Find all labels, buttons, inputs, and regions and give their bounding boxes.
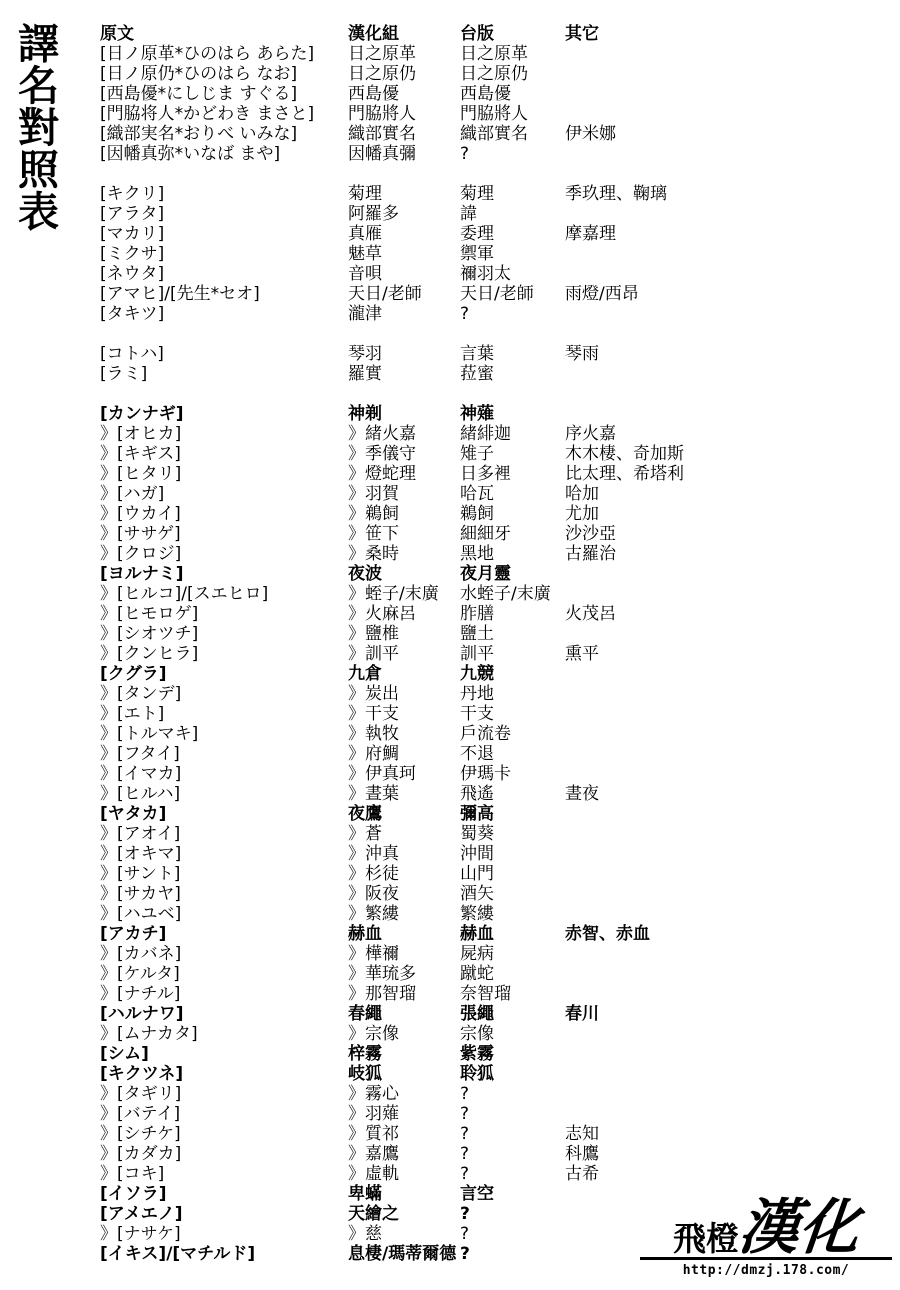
table-header-row: [100, 24, 890, 44]
cell-taiwan-edition: 張繩: [460, 1004, 494, 1024]
cell-taiwan-edition: ?: [460, 1124, 470, 1144]
cell-other: [565, 64, 890, 84]
cell-other: [565, 1044, 890, 1064]
cell-original: 》[ヒモロゲ]: [100, 604, 199, 624]
cell-other: 木木棲、奇加斯: [565, 444, 684, 464]
table-row: [100, 64, 890, 84]
cell-taiwan-edition: 不退: [460, 744, 494, 764]
table-row: [100, 204, 890, 224]
cell-original: 》[ハガ]: [100, 484, 165, 504]
table-row: [100, 284, 890, 304]
table-row: [100, 1084, 890, 1104]
cell-taiwan-edition: 山門: [460, 864, 494, 884]
cell-taiwan-edition: 胙膳: [460, 604, 494, 624]
cell-original: 》[シチケ]: [100, 1124, 181, 1144]
column-header-original: 原文: [100, 24, 134, 44]
cell-taiwan-edition: ?: [460, 1244, 470, 1264]
cell-other: [565, 1024, 890, 1044]
cell-original: 》[ナサケ]: [100, 1224, 181, 1244]
cell-other: [565, 664, 890, 684]
cell-taiwan-edition: 哈瓦: [460, 484, 494, 504]
logo-main-text: 漢化: [735, 1193, 863, 1263]
cell-other: [565, 704, 890, 724]
cell-original: 》[ヒルハ]: [100, 784, 181, 804]
column-header-taiwan-edition: 台版: [460, 24, 494, 44]
cell-original: 》[ヒタリ]: [100, 464, 182, 484]
cell-scanlation-group: 》桑時: [348, 544, 399, 564]
cell-other: [565, 44, 890, 64]
cell-other: 赤智、赤血: [565, 924, 650, 944]
cell-other: 雨燈/西昂: [565, 284, 639, 304]
cell-original: 》[ササゲ]: [100, 524, 181, 544]
cell-scanlation-group: 》緒火嘉: [348, 424, 416, 444]
cell-original: [ネウタ]: [100, 264, 165, 284]
cell-original: [キクツネ]: [100, 1064, 184, 1084]
cell-scanlation-group: 》虛軌: [348, 1164, 399, 1184]
cell-original: [日ノ原仍*ひのはら なお]: [100, 64, 298, 84]
cell-original: [アラタ]: [100, 204, 165, 224]
cell-taiwan-edition: 西島優: [460, 84, 511, 104]
column-header-other: 其它: [565, 24, 599, 44]
cell-taiwan-edition: 委理: [460, 224, 494, 244]
cell-other: [565, 864, 890, 884]
table-row: [100, 484, 890, 504]
cell-taiwan-edition: 禰羽太: [460, 264, 511, 284]
scanlation-group-logo: [640, 1193, 892, 1278]
cell-taiwan-edition: 繁縷: [460, 904, 494, 924]
cell-other: 比太理、希塔利: [565, 464, 684, 484]
cell-other: [565, 304, 890, 324]
cell-other: 晝夜: [565, 784, 599, 804]
cell-scanlation-group: 西島優: [348, 84, 399, 104]
logo-wordmark: [640, 1193, 892, 1263]
table-row: [100, 1004, 890, 1024]
cell-taiwan-edition: 菊理: [460, 184, 494, 204]
cell-original: 》[タギリ]: [100, 1084, 182, 1104]
table-row: [100, 144, 890, 164]
table-row: [100, 304, 890, 324]
cell-scanlation-group: 》繁縷: [348, 904, 399, 924]
cell-original: [ヤタカ]: [100, 804, 167, 824]
cell-taiwan-edition: 夜月靈: [460, 564, 511, 584]
cell-scanlation-group: 》羽賀: [348, 484, 399, 504]
cell-original: 》[キギス]: [100, 444, 181, 464]
cell-original: 》[エト]: [100, 704, 165, 724]
cell-other: 摩嘉理: [565, 224, 616, 244]
cell-taiwan-edition: 蜀葵: [460, 824, 494, 844]
table-row: [100, 564, 890, 584]
table-row: [100, 804, 890, 824]
table-row: [100, 604, 890, 624]
cell-original: [西島優*にしじま すぐる]: [100, 84, 298, 104]
cell-original: [アマヒ]/[先生*セオ]: [100, 284, 260, 304]
cell-scanlation-group: 》伊真珂: [348, 764, 416, 784]
cell-scanlation-group: 》火麻呂: [348, 604, 416, 624]
cell-scanlation-group: 》笹下: [348, 524, 399, 544]
cell-taiwan-edition: 日多裡: [460, 464, 511, 484]
cell-scanlation-group: 》府鯛: [348, 744, 399, 764]
table-row: [100, 1024, 890, 1044]
table-body: [100, 44, 890, 1264]
cell-scanlation-group: 》季儀守: [348, 444, 416, 464]
cell-original: 》[ムナカタ]: [100, 1024, 198, 1044]
cell-original: [ラミ]: [100, 364, 148, 384]
cell-scanlation-group: 音唄: [348, 264, 382, 284]
cell-scanlation-group: 夜波: [348, 564, 382, 584]
cell-scanlation-group: 》霧心: [348, 1084, 399, 1104]
table-row: [100, 744, 890, 764]
cell-scanlation-group: 九倉: [348, 664, 382, 684]
cell-scanlation-group: 瀧津: [348, 304, 382, 324]
cell-original: [日ノ原革*ひのはら あらた]: [100, 44, 315, 64]
cell-original: 》[アオイ]: [100, 824, 181, 844]
table-row: [100, 784, 890, 804]
cell-taiwan-edition: 鵜飼: [460, 504, 494, 524]
column-header-scanlation-group: 漢化組: [348, 24, 399, 44]
cell-taiwan-edition: ?: [460, 1164, 470, 1184]
cell-other: [565, 264, 890, 284]
cell-original: 》[クンヒラ]: [100, 644, 199, 664]
table-section: [100, 184, 890, 324]
table-row: [100, 344, 890, 364]
cell-scanlation-group: 》嘉鷹: [348, 1144, 399, 1164]
cell-scanlation-group: 》質祁: [348, 1124, 399, 1144]
table-row: [100, 1144, 890, 1164]
table-row: [100, 1124, 890, 1144]
cell-taiwan-edition: 屍病: [460, 944, 494, 964]
cell-other: [565, 824, 890, 844]
cell-taiwan-edition: 水蛭子/末廣: [460, 584, 551, 604]
cell-taiwan-edition: 日之原革: [460, 44, 528, 64]
table-row: [100, 724, 890, 744]
cell-original: [シム]: [100, 1044, 149, 1064]
cell-other: [565, 204, 890, 224]
table-row: [100, 464, 890, 484]
cell-scanlation-group: 卑蟎: [348, 1184, 382, 1204]
cell-other: 古羅治: [565, 544, 616, 564]
table-row: [100, 184, 890, 204]
table-row: [100, 504, 890, 524]
cell-taiwan-edition: 細細牙: [460, 524, 511, 544]
cell-other: [565, 944, 890, 964]
page-title: 譯名對照表: [11, 22, 59, 232]
cell-scanlation-group: 梓霧: [348, 1044, 382, 1064]
cell-taiwan-edition: 緒緋迦: [460, 424, 511, 444]
cell-original: [イキス]/[マチルド]: [100, 1244, 256, 1264]
cell-other: 伊米娜: [565, 124, 616, 144]
cell-scanlation-group: 》杉徒: [348, 864, 399, 884]
cell-other: [565, 684, 890, 704]
table-row: [100, 264, 890, 284]
cell-other: 古希: [565, 1164, 599, 1184]
cell-scanlation-group: 因幡真彌: [348, 144, 416, 164]
cell-other: 琴雨: [565, 344, 599, 364]
cell-other: [565, 584, 890, 604]
cell-original: 》[ナチル]: [100, 984, 181, 1004]
translation-table: [100, 24, 890, 1264]
table-row: [100, 124, 890, 144]
cell-scanlation-group: 神剃: [348, 404, 382, 424]
cell-scanlation-group: 》鹽椎: [348, 624, 399, 644]
cell-taiwan-edition: 伊瑪卡: [460, 764, 511, 784]
cell-taiwan-edition: 鹽土: [460, 624, 494, 644]
cell-other: [565, 104, 890, 124]
cell-taiwan-edition: ?: [460, 144, 470, 164]
cell-other: 哈加: [565, 484, 599, 504]
cell-taiwan-edition: 言空: [460, 1184, 494, 1204]
cell-taiwan-edition: ?: [460, 1204, 470, 1224]
cell-original: [ミクサ]: [100, 244, 165, 264]
table-row: [100, 224, 890, 244]
cell-scanlation-group: 春繩: [348, 1004, 382, 1024]
cell-scanlation-group: 》樺禰: [348, 944, 399, 964]
cell-taiwan-edition: 奈智瑠: [460, 984, 511, 1004]
cell-taiwan-edition: 織部實名: [460, 124, 528, 144]
cell-original: [織部実名*おりべ いみな]: [100, 124, 298, 144]
cell-scanlation-group: 天日/老師: [348, 284, 422, 304]
cell-taiwan-edition: ?: [460, 1224, 470, 1244]
cell-scanlation-group: 》羽薙: [348, 1104, 399, 1124]
cell-original: 》[オキマ]: [100, 844, 182, 864]
table-row: [100, 404, 890, 424]
cell-scanlation-group: 赫血: [348, 924, 382, 944]
cell-scanlation-group: 阿羅多: [348, 204, 399, 224]
cell-other: [565, 884, 890, 904]
cell-taiwan-edition: ?: [460, 1144, 470, 1164]
cell-scanlation-group: 夜鷹: [348, 804, 382, 824]
cell-other: [565, 804, 890, 824]
table-row: [100, 44, 890, 64]
cell-taiwan-edition: 日之原仍: [460, 64, 528, 84]
cell-scanlation-group: 息棲/瑪蒂爾德: [348, 1244, 457, 1264]
cell-scanlation-group: 》華琉多: [348, 964, 416, 984]
cell-taiwan-edition: 彌高: [460, 804, 494, 824]
cell-other: [565, 84, 890, 104]
cell-original: 》[シオツチ]: [100, 624, 199, 644]
cell-taiwan-edition: 言葉: [460, 344, 494, 364]
cell-other: 尤加: [565, 504, 599, 524]
cell-taiwan-edition: 天日/老師: [460, 284, 534, 304]
cell-other: 火茂呂: [565, 604, 616, 624]
cell-original: 》[カバネ]: [100, 944, 182, 964]
cell-taiwan-edition: 沖間: [460, 844, 494, 864]
cell-taiwan-edition: ?: [460, 1104, 470, 1124]
cell-original: 》[ケルタ]: [100, 964, 180, 984]
cell-scanlation-group: 》宗像: [348, 1024, 399, 1044]
cell-taiwan-edition: 九競: [460, 664, 494, 684]
cell-other: [565, 1104, 890, 1124]
cell-other: 春川: [565, 1004, 599, 1024]
cell-scanlation-group: 》那智瑠: [348, 984, 416, 1004]
table-row: [100, 684, 890, 704]
cell-other: [565, 1084, 890, 1104]
cell-other: [565, 364, 890, 384]
cell-other: [565, 564, 890, 584]
cell-other: [565, 1064, 890, 1084]
cell-scanlation-group: 日之原仍: [348, 64, 416, 84]
cell-taiwan-edition: 諱: [460, 204, 477, 224]
cell-original: [カンナギ]: [100, 404, 184, 424]
cell-taiwan-edition: 神薙: [460, 404, 494, 424]
table-row: [100, 984, 890, 1004]
cell-taiwan-edition: 酒矢: [460, 884, 494, 904]
cell-taiwan-edition: 丹地: [460, 684, 494, 704]
table-row: [100, 1164, 890, 1184]
cell-scanlation-group: 》干支: [348, 704, 399, 724]
cell-other: [565, 984, 890, 1004]
cell-scanlation-group: 》晝葉: [348, 784, 399, 804]
cell-scanlation-group: 》慈: [348, 1224, 382, 1244]
cell-other: 沙沙亞: [565, 524, 616, 544]
cell-other: [565, 744, 890, 764]
cell-original: 》[イマカ]: [100, 764, 182, 784]
table-row: [100, 364, 890, 384]
table-section: [100, 404, 890, 1264]
cell-taiwan-edition: 赫血: [460, 924, 494, 944]
cell-other: [565, 144, 890, 164]
table-row: [100, 444, 890, 464]
table-row: [100, 104, 890, 124]
cell-scanlation-group: 天繪之: [348, 1204, 399, 1224]
cell-scanlation-group: 琴羽: [348, 344, 382, 364]
cell-original: 》[コキ]: [100, 1164, 165, 1184]
cell-original: 》[サカヤ]: [100, 884, 181, 904]
cell-taiwan-edition: 菈蜜: [460, 364, 494, 384]
table-section: [100, 44, 890, 164]
cell-taiwan-edition: 干支: [460, 704, 494, 724]
table-row: [100, 964, 890, 984]
table-row: [100, 824, 890, 844]
cell-scanlation-group: 日之原革: [348, 44, 416, 64]
cell-original: [キクリ]: [100, 184, 165, 204]
cell-other: [565, 844, 890, 864]
cell-original: [イソラ]: [100, 1184, 167, 1204]
table-row: [100, 644, 890, 664]
cell-taiwan-edition: 飛遙: [460, 784, 494, 804]
logo-url: http://dmzj.178.com/: [682, 1263, 850, 1278]
table-row: [100, 884, 890, 904]
table-row: [100, 1044, 890, 1064]
logo-prefix-text: 飛橙: [673, 1218, 739, 1258]
cell-taiwan-edition: 紫霧: [460, 1044, 494, 1064]
cell-other: [565, 964, 890, 984]
cell-other: [565, 904, 890, 924]
table-row: [100, 624, 890, 644]
cell-scanlation-group: 菊理: [348, 184, 382, 204]
cell-original: 》[タンデ]: [100, 684, 182, 704]
cell-taiwan-edition: 戶流卷: [460, 724, 511, 744]
table-row: [100, 584, 890, 604]
table-row: [100, 84, 890, 104]
cell-original: [因幡真弥*いなば まや]: [100, 144, 281, 164]
table-row: [100, 704, 890, 724]
table-row: [100, 544, 890, 564]
cell-taiwan-edition: 訓平: [460, 644, 494, 664]
cell-original: [コトハ]: [100, 344, 164, 364]
cell-original: 》[カダカ]: [100, 1144, 182, 1164]
cell-taiwan-edition: ?: [460, 1084, 470, 1104]
cell-scanlation-group: 》訓平: [348, 644, 399, 664]
cell-taiwan-edition: 宗像: [460, 1024, 494, 1044]
cell-original: [タキツ]: [100, 304, 165, 324]
cell-taiwan-edition: 黑地: [460, 544, 494, 564]
table-row: [100, 944, 890, 964]
cell-original: [マカリ]: [100, 224, 165, 244]
cell-taiwan-edition: 禦軍: [460, 244, 494, 264]
cell-other: [565, 724, 890, 744]
cell-original: [ハルナワ]: [100, 1004, 184, 1024]
table-row: [100, 864, 890, 884]
cell-original: 》[オヒカ]: [100, 424, 182, 444]
table-row: [100, 1064, 890, 1084]
cell-taiwan-edition: 門脇將人: [460, 104, 528, 124]
cell-scanlation-group: 織部實名: [348, 124, 416, 144]
cell-original: [アメエノ]: [100, 1204, 183, 1224]
cell-other: 季玖理、鞠璃: [565, 184, 667, 204]
cell-scanlation-group: 》燈蛇理: [348, 464, 416, 484]
cell-scanlation-group: 羅實: [348, 364, 382, 384]
cell-original: 》[クロジ]: [100, 544, 182, 564]
cell-scanlation-group: 》執牧: [348, 724, 399, 744]
cell-scanlation-group: 》阪夜: [348, 884, 399, 904]
table-row: [100, 844, 890, 864]
cell-other: 熏平: [565, 644, 599, 664]
table-row: [100, 424, 890, 444]
cell-taiwan-edition: 雉子: [460, 444, 494, 464]
cell-original: 》[ウカイ]: [100, 504, 181, 524]
cell-scanlation-group: 真雁: [348, 224, 382, 244]
cell-original: 》[ヒルコ]/[スエヒロ]: [100, 584, 269, 604]
cell-other: 序火嘉: [565, 424, 616, 444]
table-row: [100, 924, 890, 944]
cell-original: 》[ハユベ]: [100, 904, 182, 924]
table-section: [100, 344, 890, 384]
cell-scanlation-group: 門脇將人: [348, 104, 416, 124]
cell-scanlation-group: 》鵜飼: [348, 504, 399, 524]
cell-taiwan-edition: 蹴蛇: [460, 964, 494, 984]
table-row: [100, 524, 890, 544]
table-row: [100, 244, 890, 264]
cell-original: [アカチ]: [100, 924, 167, 944]
cell-scanlation-group: 》蛭子/末廣: [348, 584, 439, 604]
cell-other: 志知: [565, 1124, 599, 1144]
cell-scanlation-group: 魅草: [348, 244, 382, 264]
cell-original: [門脇将人*かどわき まさと]: [100, 104, 315, 124]
table-row: [100, 1104, 890, 1124]
cell-other: [565, 764, 890, 784]
cell-original: 》[フタイ]: [100, 744, 180, 764]
cell-other: [565, 404, 890, 424]
table-row: [100, 764, 890, 784]
cell-other: 科鷹: [565, 1144, 599, 1164]
cell-scanlation-group: 》炭出: [348, 684, 399, 704]
cell-original: [ヨルナミ]: [100, 564, 184, 584]
table-row: [100, 904, 890, 924]
cell-taiwan-edition: 聆狐: [460, 1064, 494, 1084]
cell-scanlation-group: 岐狐: [348, 1064, 382, 1084]
cell-original: [クグラ]: [100, 664, 167, 684]
cell-scanlation-group: 》蒼: [348, 824, 382, 844]
cell-other: [565, 244, 890, 264]
table-row: [100, 664, 890, 684]
cell-scanlation-group: 》沖真: [348, 844, 399, 864]
cell-other: [565, 624, 890, 644]
cell-taiwan-edition: ?: [460, 304, 470, 324]
cell-original: 》[トルマキ]: [100, 724, 199, 744]
cell-original: 》[サント]: [100, 864, 181, 884]
cell-original: 》[バテイ]: [100, 1104, 181, 1124]
